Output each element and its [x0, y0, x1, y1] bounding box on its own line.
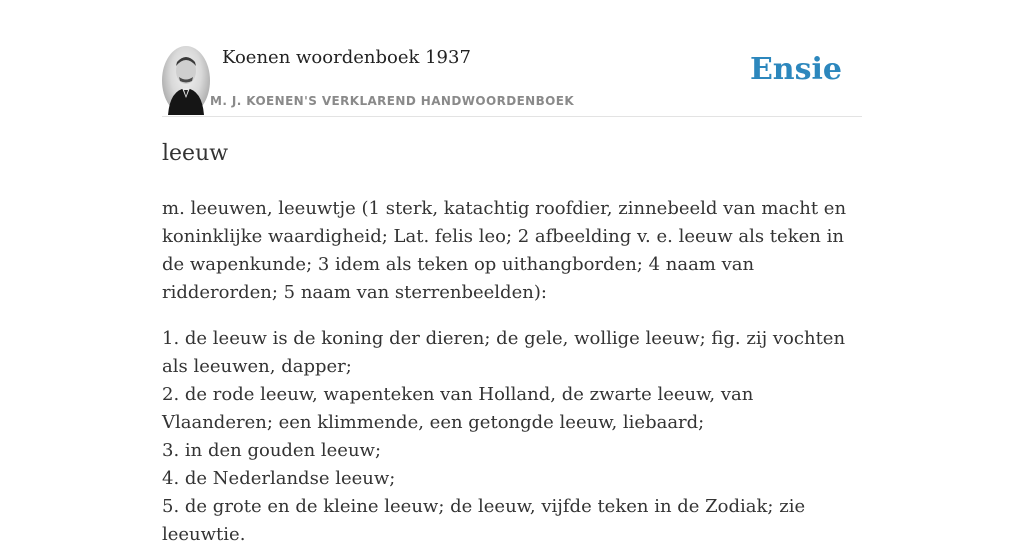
entry-definition: m. leeuwen, leeuwtje (1 sterk, katachtig roofdier, zinnebeeld van macht en koninklijke waardigheid; Lat. felis leo; 2 afbeelding v. e. leeuw als teken in de wapenkunde; 3 idem als teken op uithangborden; 4 naam van ridderorden; 5 naam van sterrenbeelden):: [162, 198, 847, 303]
portrait-photo-icon: [162, 46, 210, 115]
entry-content: [162, 138, 862, 549]
example-item: 2. de rode leeuw, wapenteken van Holland, de zwarte leeuw, van Vlaanderen; een klimmende, een getongde leeuw, liebaard;: [162, 384, 754, 433]
ensie-logo-link[interactable]: Ensie: [749, 52, 842, 87]
example-item: 5. de grote en de kleine leeuw; de leeuw, vijfde teken in de Zodiak; zie leeuwtie.: [162, 496, 806, 545]
example-item: 1. de leeuw is de koning der dieren; de gele, wollige leeuw; fig. zij vochten als leeuwen, dapper;: [162, 328, 846, 377]
entry-examples: [162, 325, 862, 549]
example-item: 4. de Nederlandse leeuw;: [162, 468, 396, 489]
entry-headword: leeuw: [162, 141, 229, 166]
dictionary-subtitle: M. J. KOENEN'S VERKLAREND HANDWOORDENBOEK: [210, 94, 575, 108]
dictionary-header: [162, 46, 862, 117]
example-item: 3. in den gouden leeuw;: [162, 440, 382, 461]
author-portrait-icon: [162, 46, 210, 115]
dictionary-title: Koenen woordenboek 1937: [222, 47, 471, 68]
